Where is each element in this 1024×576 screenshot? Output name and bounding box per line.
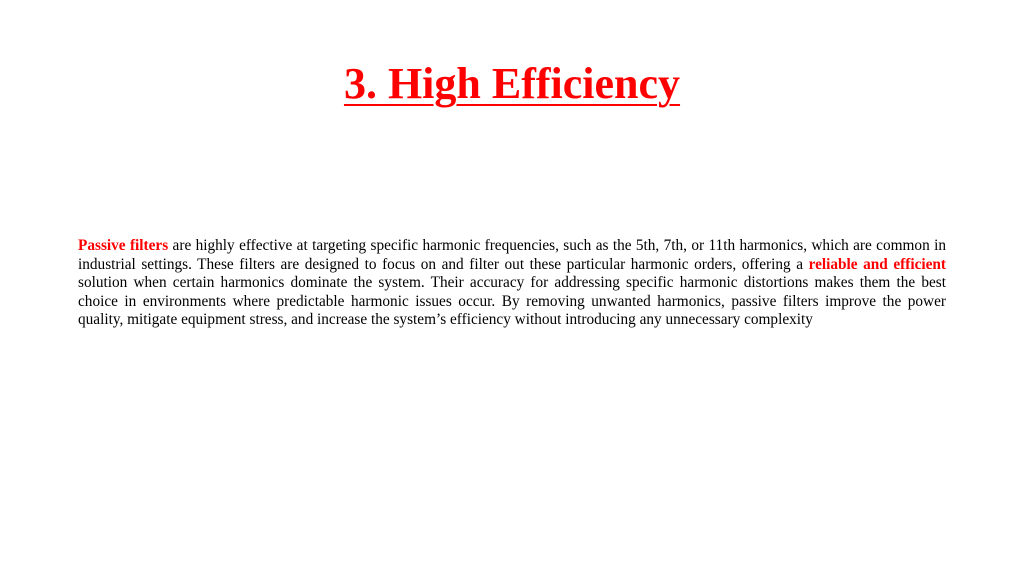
highlight-passive-filters: Passive filters — [78, 237, 169, 254]
body-paragraph — [78, 237, 946, 330]
highlight-reliable-efficient: reliable and efficient — [808, 255, 947, 273]
title-text: . High Efficiency — [365, 59, 681, 108]
slide-title — [0, 58, 1024, 110]
paragraph-text-1: are highly effective at targeting specific harmonic frequencies, such as the 5th, 7th, or 11th harmonics, which are common in industrial settings. These filters are designed to focus on and filter out these particular harmonic orders, offering a — [78, 237, 946, 273]
title-number: 3 — [343, 59, 366, 108]
paragraph-text-2: solution when certain harmonics dominate the system. Their accuracy for addressing specific harmonic distortions makes them the best choice in environments where predictable harmonic issues occur. By removing unwanted harmonics, passive filters improve the power quality, mitigate equipment stress, and increase the system’s efficiency without introducing any unnecessary complexity — [78, 274, 946, 329]
